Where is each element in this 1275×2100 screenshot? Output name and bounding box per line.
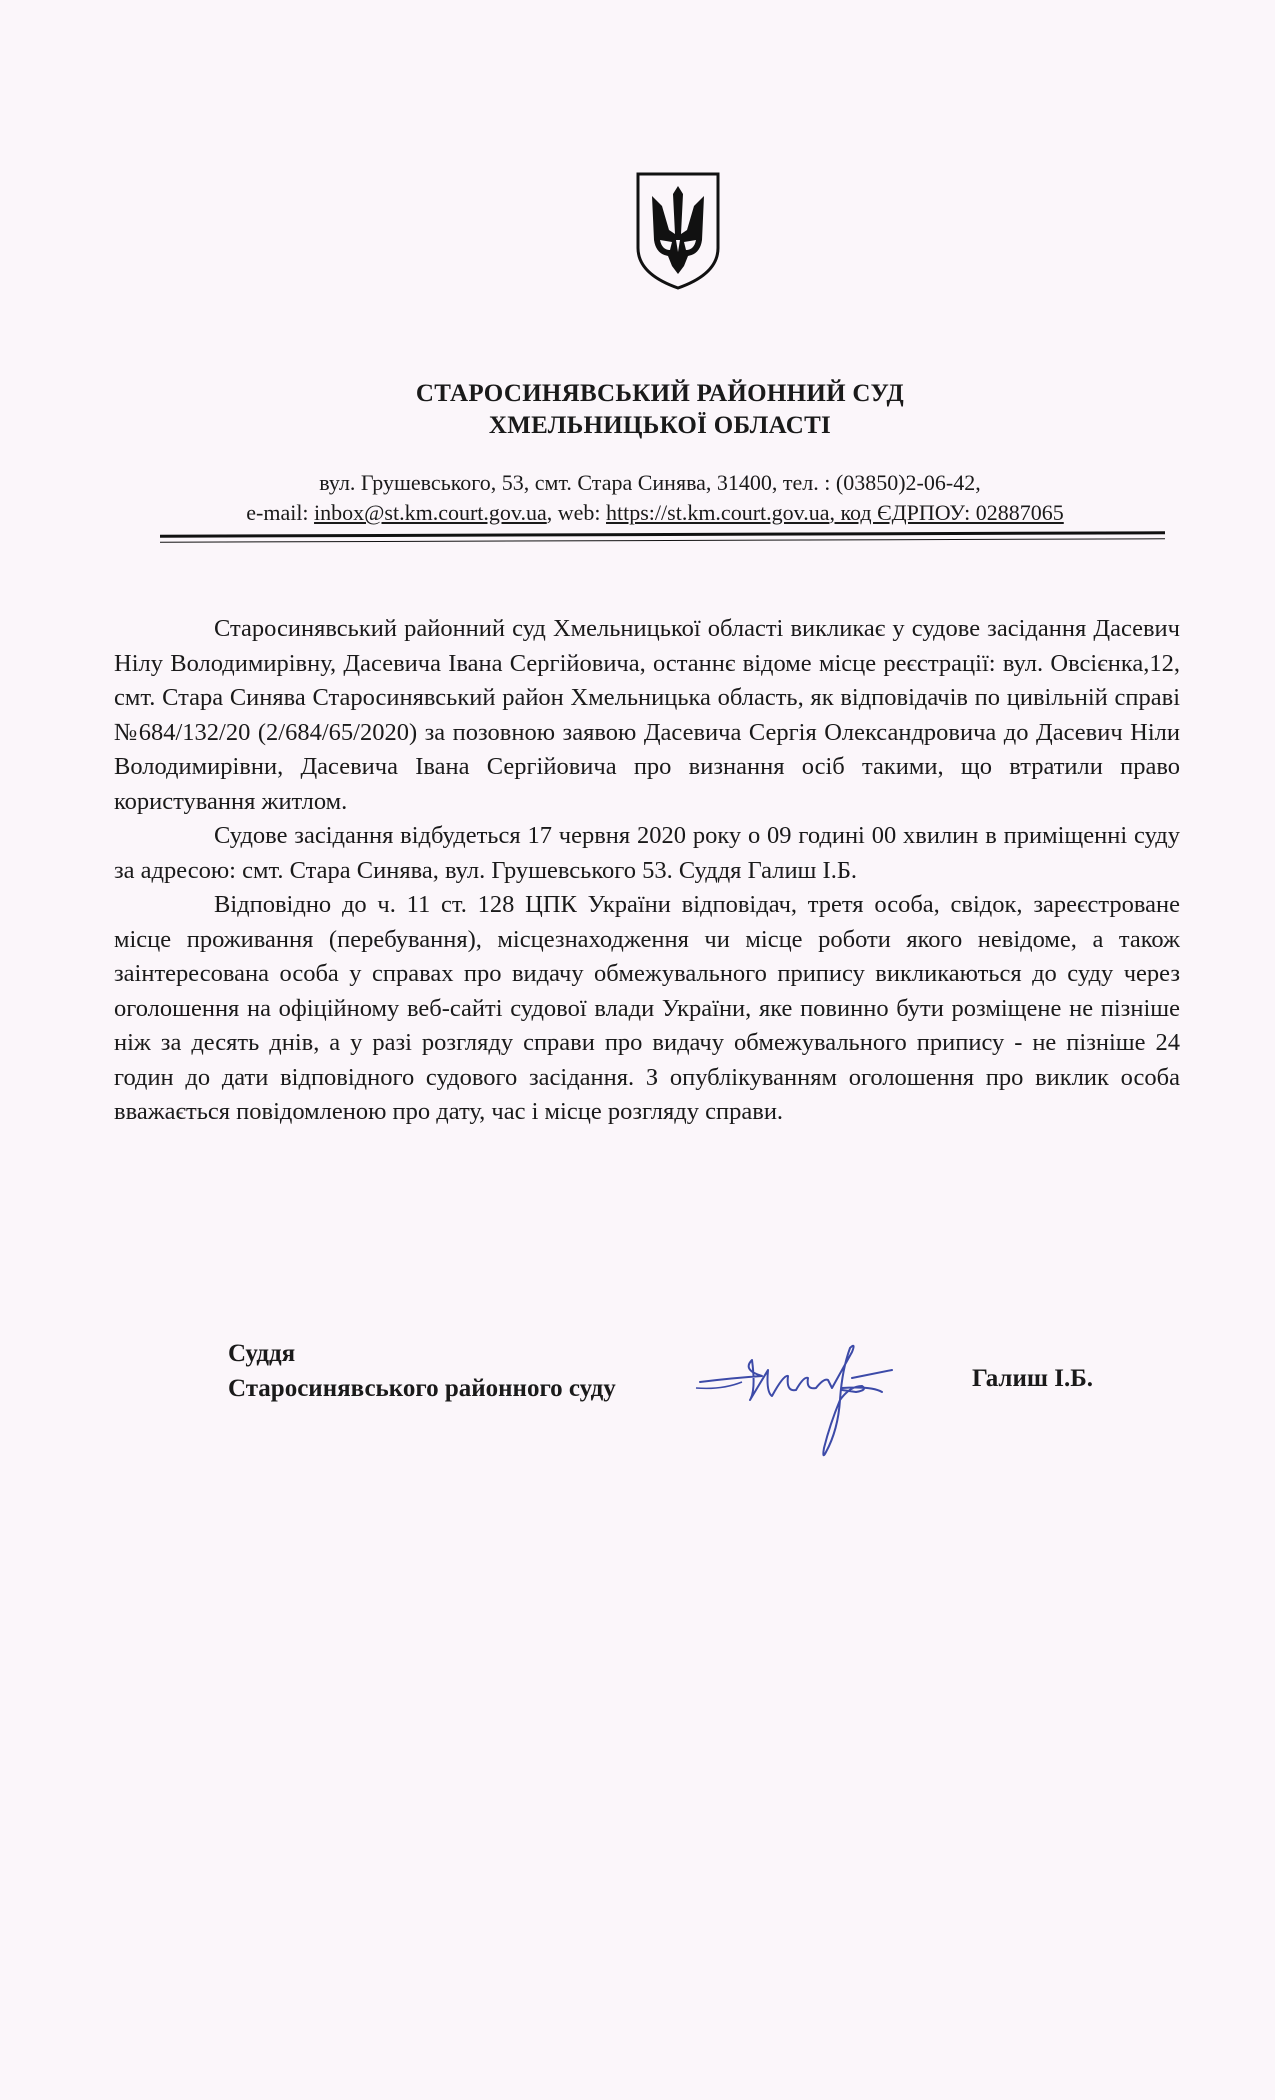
signature-title-line2: Старосинявського районного суду [228, 1375, 616, 1402]
notice-paragraph-summons: Старосинявський районний суд Хмельницької області викликає у судове засідання Дасевич Нілу Володимирівну, Дасевича Івана Сергійовича, останнє відоме місце реєстрації: вул. Овсієнка,12, смт. Стара Синява Старосинявський район Хмельницька область, як відповідачів по цивільній справі №684/132/20 (2/684/65/2020) за позовною заявою Дасевича Сергія Олександровича до Дасевич Ніли Володимирівни, Дасевича Івана Сергійовича про визнання осіб такими, що втратили право користування житлом. [114, 615, 1180, 815]
judge-name: Галиш І.Б. [972, 1365, 1093, 1392]
court-address: вул. Грушевського, 53, смт. Стара Синява, 31400, тел. : (03850)2-06-42, [319, 470, 981, 495]
notice-paragraph-hearing: Судове засідання відбудеться 17 червня 2020 року о 09 годині 00 хвилин в приміщенні суду за адресою: смт. Стара Синява, вул. Грушевського 53. Суддя Галиш І.Б. [114, 822, 1180, 884]
signature-title-line1: Суддя [228, 1340, 296, 1367]
web-prefix: , web: [546, 500, 607, 525]
edrpou-code: , код ЄДРПОУ: 02887065 [829, 500, 1064, 525]
notice-paragraph-law: Відповідно до ч. 11 ст. 128 ЦПК України відповідач, третя особа, свідок, зареєстроване місце проживання (перебування), місцезнаходження чи місце роботи якого невідоме, а також заінтересована особа у справах про видачу обмежувального припису викликаються до суду через оголошення на офіційному веб-сайті судової влади України, яке повинно бути розміщене не пізніше ніж за десять днів, а у разі розгляду справи про видачу обмежувального припису - не пізніше 24 годин до дати відповідного судового засідання. З опублікуванням оголошення про виклик особа вважається повідомленою про дату, час і місце розгляду справи. [114, 891, 1180, 1125]
header-divider-thick [160, 531, 1165, 538]
trident-emblem-icon [632, 170, 724, 292]
court-name-line2: ХМЕЛЬНИЦЬКОЇ ОБЛАСТІ [488, 412, 832, 439]
court-contacts [150, 498, 1160, 528]
web-link[interactable]: https://st.km.court.gov.ua [606, 500, 830, 525]
court-name-line1: СТАРОСИНЯВСЬКИЙ РАЙОННИЙ СУД [415, 380, 905, 407]
email-prefix: e-mail: [246, 500, 315, 525]
header-divider-thin [160, 538, 1165, 543]
handwritten-signature [692, 1330, 922, 1470]
notice-body [114, 612, 1180, 1130]
email-link[interactable]: inbox@st.km.court.gov.ua [314, 500, 547, 525]
